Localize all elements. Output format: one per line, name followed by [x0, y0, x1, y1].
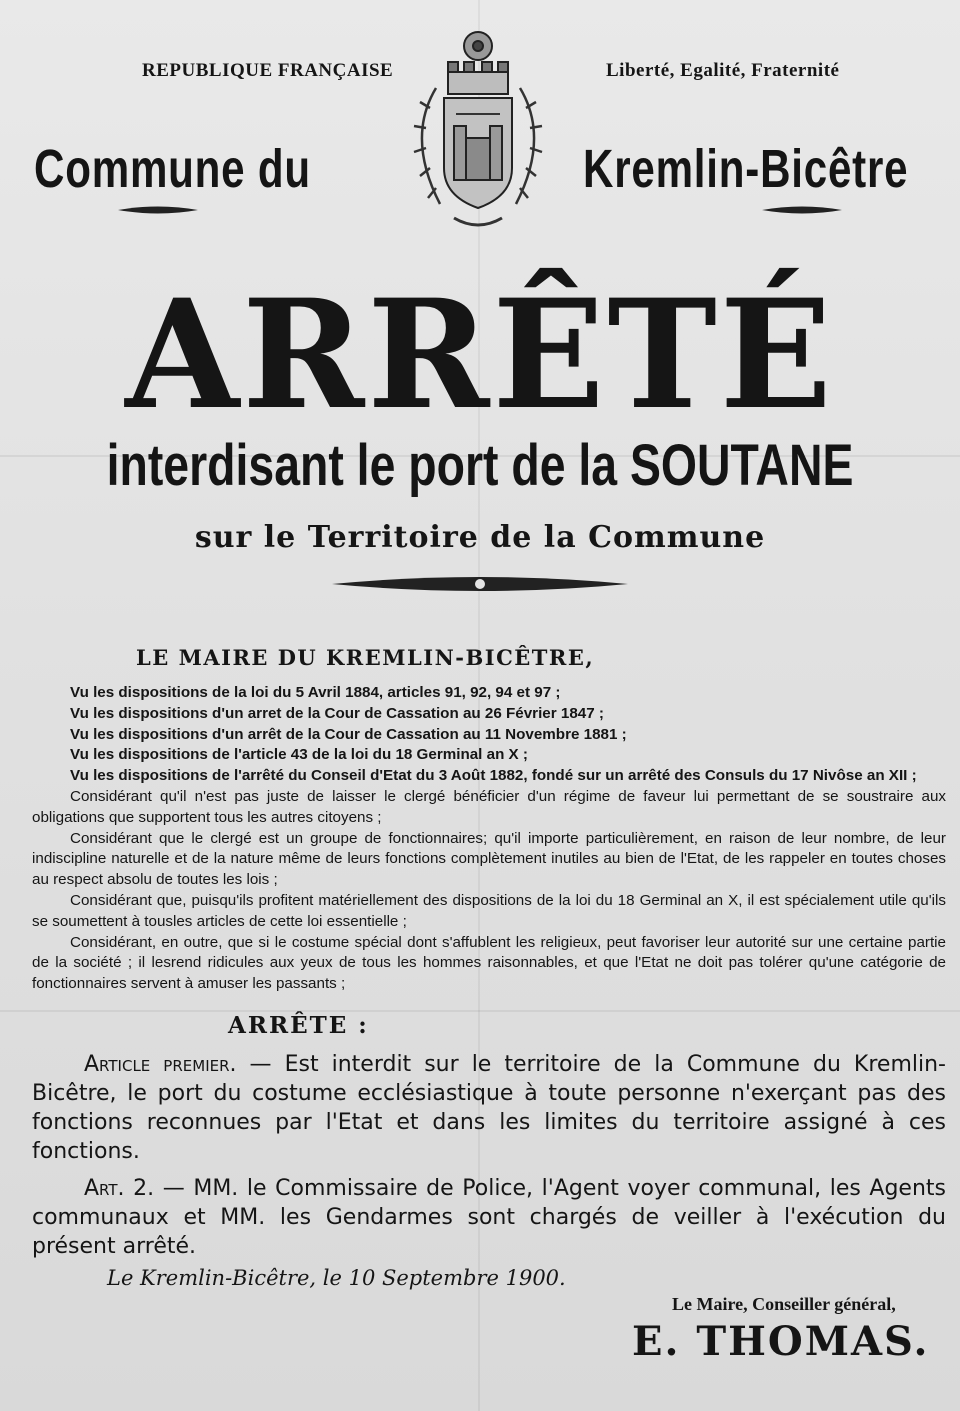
header-republique: REPUBLIQUE FRANÇAISE — [142, 60, 394, 81]
article-1-label: Article premier. — [84, 1052, 237, 1077]
article-1-text: — Est interdit sur le territoire de la Commune du Kremlin-Bicêtre, le port du costume ecclésiastique à toute personne n'exerçant pas des fonctions reconnues par l'Etat et dans les limites du territoire assigné à ces fonctions. — [32, 1052, 946, 1164]
commune-label-left: Commune du — [34, 139, 311, 199]
vu-line: Vu les dispositions de l'article 43 de la loi du 18 Germinal an X ; — [70, 746, 528, 764]
preamble — [32, 683, 946, 995]
place-date: Le Kremlin-Bicêtre, le 10 Septembre 1900. — [107, 1266, 566, 1290]
decorative-rule — [762, 205, 842, 215]
poster-subtitle: interdisant le port de la SOUTANE — [106, 433, 854, 498]
maire-heading: LE MAIRE DU KREMLIN-BICÊTRE, — [136, 645, 595, 670]
article-1 — [32, 1050, 946, 1166]
vu-line: Vu les dispositions de la loi du 5 Avril 1884, articles 91, 92, 94 et 97 ; — [70, 684, 561, 701]
vu-line: Vu les dispositions d'un arrêt de la Cour de Cassation au 11 Novembre 1881 ; — [70, 725, 627, 743]
considerant-paragraph: Considérant que le clergé est un groupe de fonctionnaires; qu'il importe particulièrement, en raison de leur nombre, de leur indiscipline naturelle et de la nature même de leurs fonctions complètement inutiles au bien de l'Etat, de les rappeler en toutes choses au respect absolu de toutes les lois ; — [32, 829, 946, 889]
article-2-text: — MM. le Commissaire de Police, l'Agent voyer communal, les Agents communaux et MM. les Gendarmes sont chargés de veiller à l'exécution du présent arrêté. — [32, 1176, 946, 1259]
article-2-label: Art. 2. — [84, 1176, 155, 1201]
ornament-divider — [332, 574, 628, 594]
commune-label-right: Kremlin-Bicêtre — [583, 139, 909, 199]
articles — [32, 1050, 946, 1269]
signatory-name: E. THOMAS. — [632, 1318, 930, 1365]
vu-line: Vu les dispositions de l'arrêté du Conseil d'Etat du 3 Août 1882, fondé sur un arrêté des Consuls du 17 Nivôse an XII ; — [70, 767, 917, 785]
vu-line: Vu les dispositions d'un arret de la Cour de Cassation au 26 Février 1847 ; — [70, 704, 604, 722]
coat-of-arms-icon — [396, 28, 560, 238]
arrete-label: ARRÊTE : — [228, 1012, 369, 1039]
signatory-title: Le Maire, Conseiller général, — [672, 1294, 896, 1314]
considerant-paragraph: Considérant qu'il n'est pas juste de laisser le clergé bénéficier d'un régime de faveur lui permettant de se soustraire aux obligations que supportent tous les autres citoyens ; — [32, 787, 946, 826]
mural-crown-icon — [448, 32, 508, 94]
paper-fold — [0, 1010, 960, 1012]
header-motto: Liberté, Egalité, Fraternité — [606, 60, 840, 81]
considerant-paragraph: Considérant que, puisqu'ils profitent matériellement des dispositions de la loi du 18 Germinal an X, il est spécialement utile qu'ils se soumettent à tousles articles de cette loi essentielle ; — [32, 891, 946, 930]
poster-title: ARRÊTÉ — [125, 267, 835, 443]
poster-subsubtitle: sur le Territoire de la Commune — [194, 520, 766, 555]
considerant-paragraph: Considérant, en outre, que si le costume spécial dont s'affublent les religieux, peut favoriser leur autorité sur une certaine partie de la société ; il lesrend ridicules aux yeux de tous les hommes raisonnables, et que l'Etat ne doit pas tolérer qu'une catégorie de fonctionnaires servent à amuser les passants ; — [32, 933, 946, 993]
decorative-rule — [118, 205, 198, 215]
article-2 — [32, 1174, 946, 1261]
